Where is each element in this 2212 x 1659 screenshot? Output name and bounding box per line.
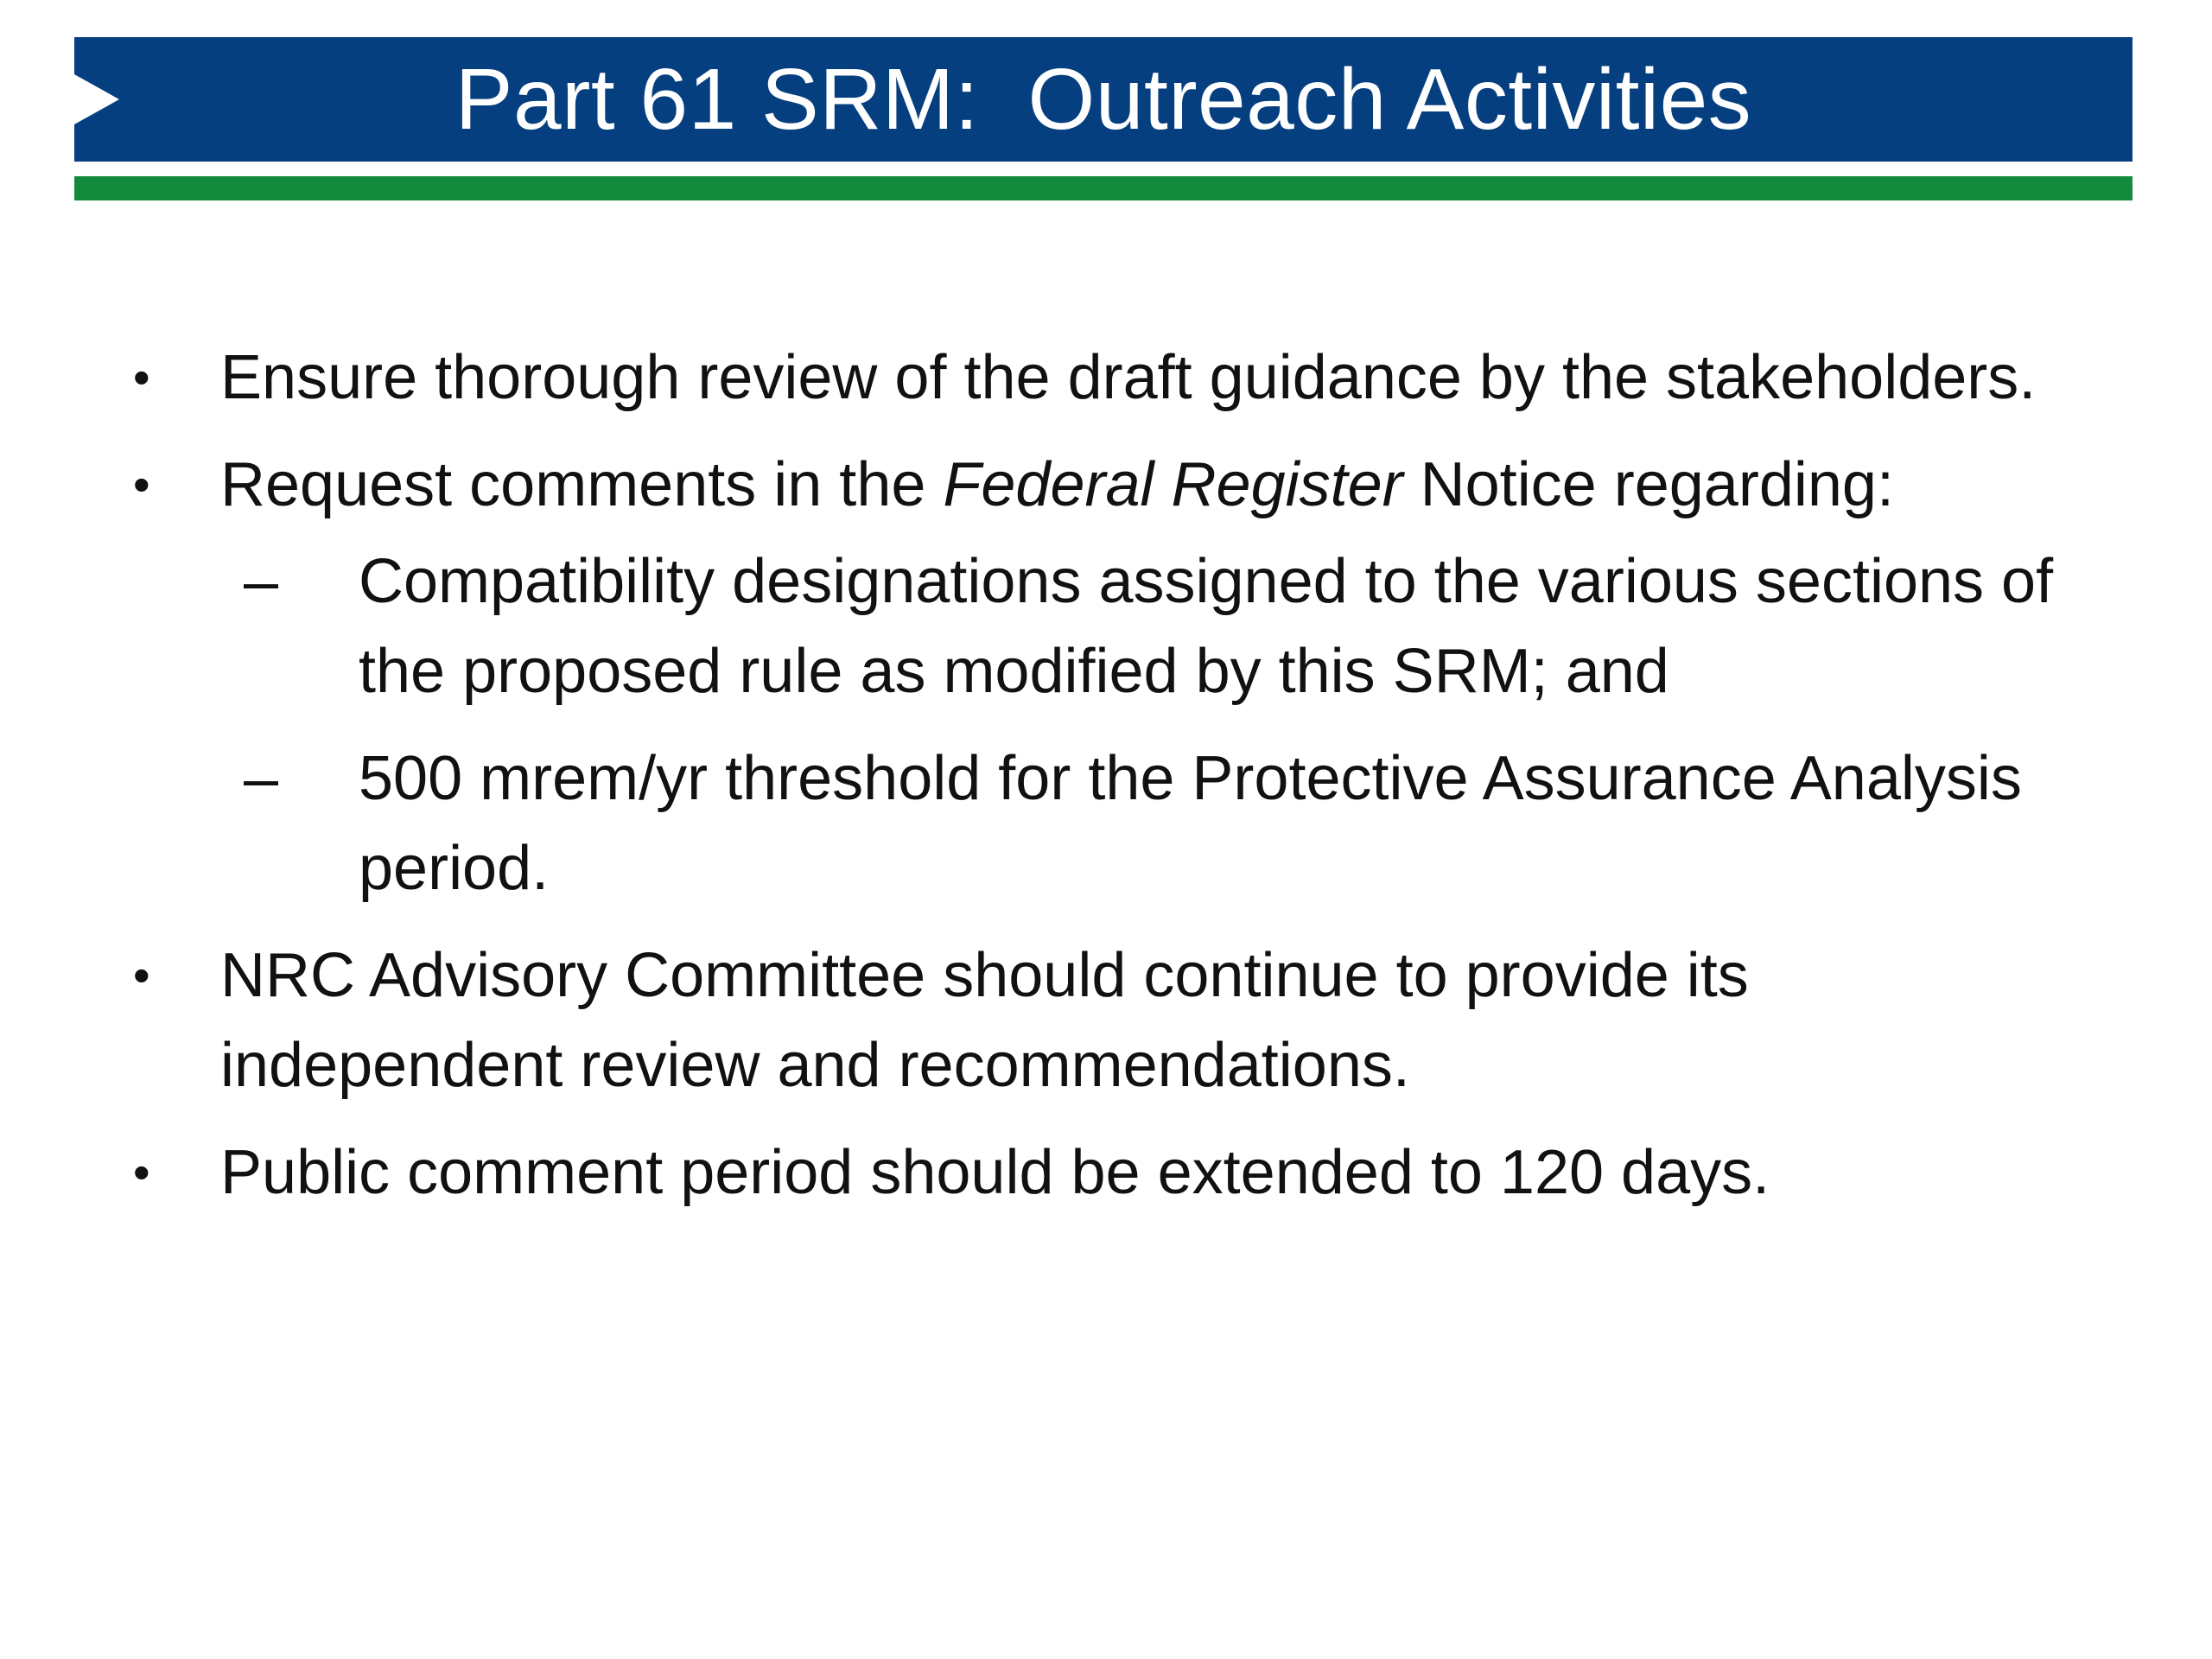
title-underline-rule [74, 176, 2133, 200]
sub-bullet-text: Compatibility designations assigned to the various sections of the proposed rule as modified by this SRM; and [359, 547, 2054, 706]
bullet-marker: • [133, 948, 150, 1002]
sub-bullet-marker: – [244, 744, 279, 813]
sub-bullet-item [130, 537, 2082, 716]
bullet-item [130, 333, 2082, 423]
bullet-marker: • [133, 350, 150, 404]
bullet-text: Ensure thorough review of the draft guidance by the stakeholders. [220, 343, 2037, 412]
bullet-text: NRC Advisory Committee should continue to provide its independent review and recommendations. [220, 941, 1749, 1100]
chevron-right-icon [74, 74, 119, 124]
bullet-text-italic: Federal Register [943, 450, 1403, 519]
bullet-text: Public comment period should be extended to 120 days. [220, 1138, 1770, 1207]
sub-bullet-text: 500 mrem/yr threshold for the Protective Assurance Analysis period. [359, 744, 2022, 903]
sub-bullet-list [130, 537, 2082, 913]
bullet-marker: • [133, 1145, 150, 1199]
sub-bullet-marker: – [244, 547, 279, 616]
bullet-text-part: Request comments in the [220, 450, 944, 519]
bullet-list [130, 333, 2082, 1235]
sub-bullet-item [130, 734, 2082, 913]
bullet-item [130, 440, 2082, 530]
bullet-text [220, 450, 1894, 519]
bullet-text-part: Notice regarding: [1402, 450, 1894, 519]
slide-title: Part 61 SRM: Outreach Activities [454, 51, 1752, 148]
bullet-item [130, 931, 2082, 1110]
bullet-item [130, 1128, 2082, 1217]
bullet-marker: • [133, 457, 150, 512]
title-bar [74, 37, 2133, 162]
